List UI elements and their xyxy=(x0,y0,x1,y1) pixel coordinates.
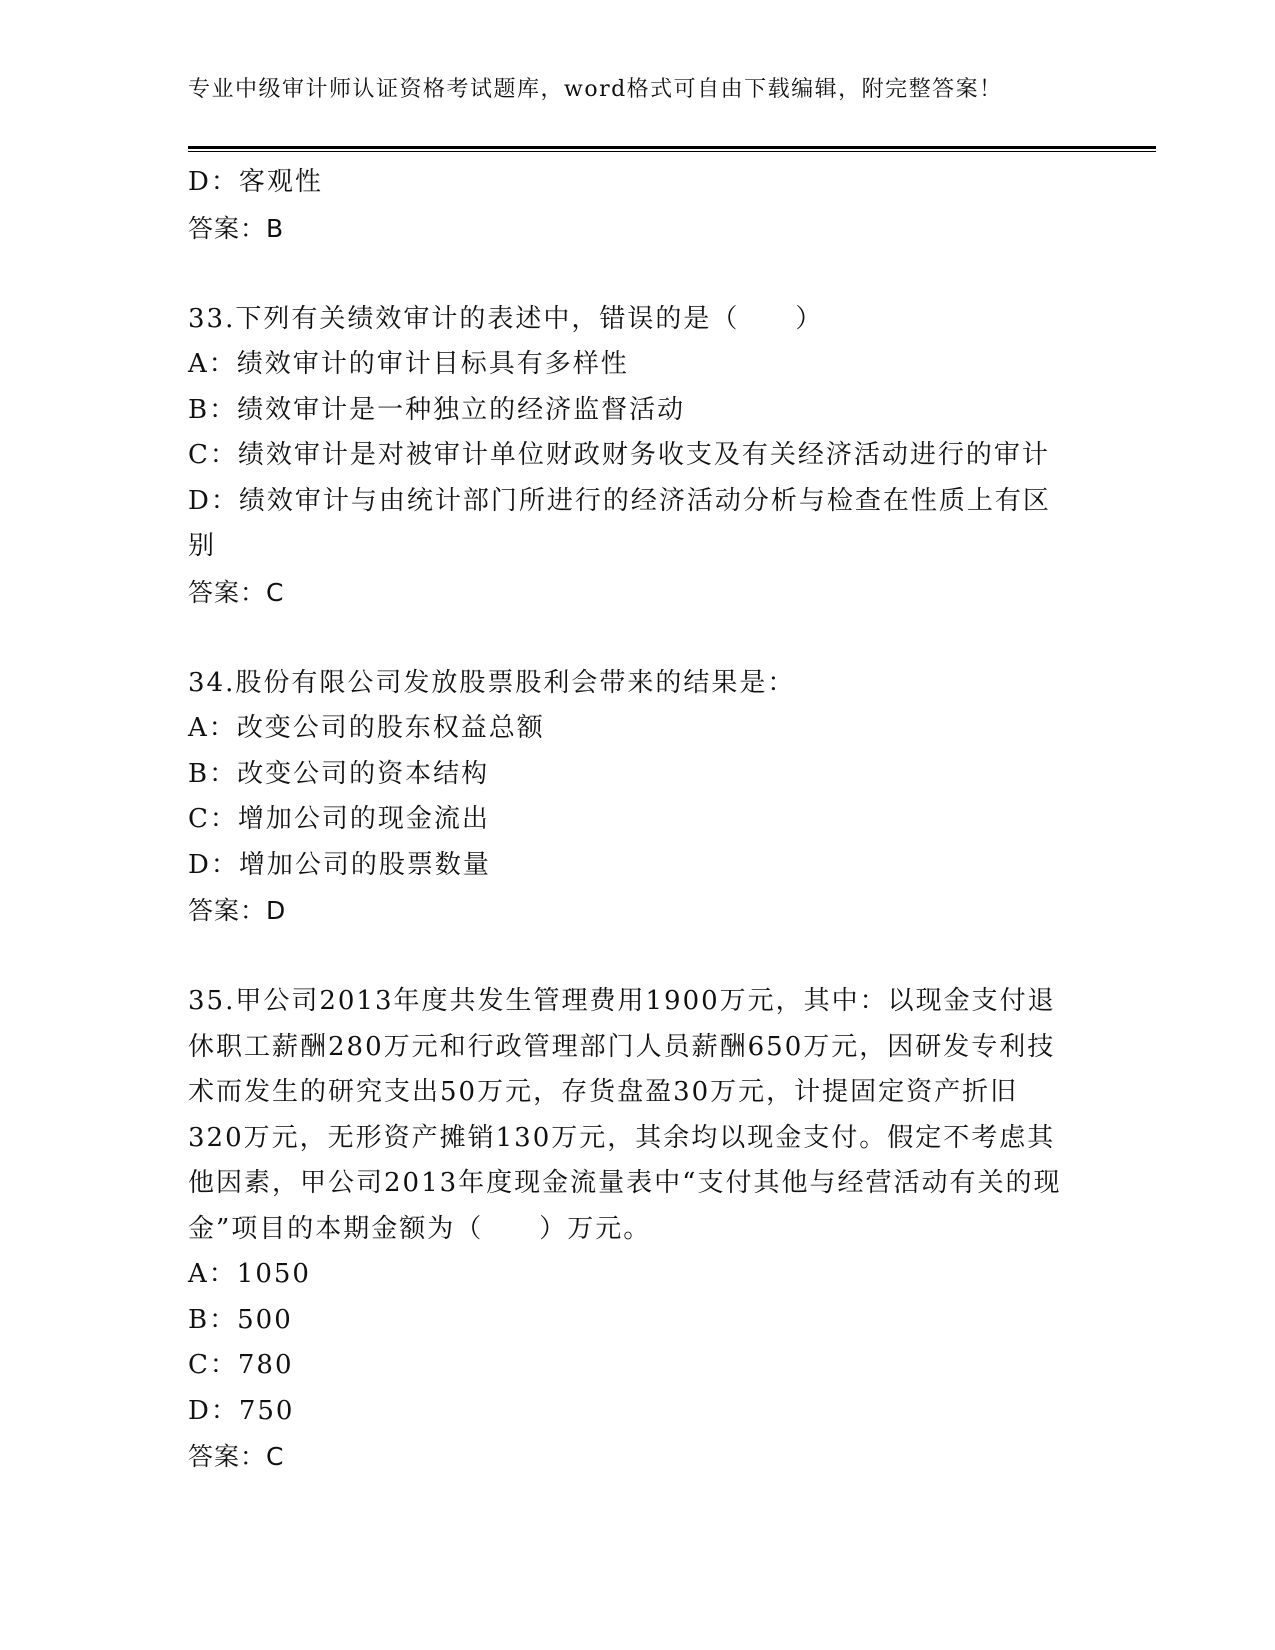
answer: 答案：C xyxy=(188,1442,285,1471)
answer: 答案：B xyxy=(188,213,285,243)
header-rule-thin xyxy=(188,151,1156,152)
question-33 xyxy=(188,297,1088,616)
option-c: C：增加公司的现金流出 xyxy=(188,804,490,834)
question-34 xyxy=(188,661,1088,934)
question-35 xyxy=(188,979,1088,1480)
option-a: A：绩效审计的审计目标具有多样性 xyxy=(188,349,629,379)
document-body xyxy=(188,160,1088,1480)
option-c: C：绩效审计是对被审计单位财政财务收支及有关经济活动进行的审计 xyxy=(188,440,1050,470)
option-d: D：750 xyxy=(188,1395,295,1426)
header-rule-thick xyxy=(188,146,1156,149)
question-stem: 35.甲公司2013年度共发生管理费用1900万元，其中：以现金支付退休职工薪酬280万元和行政管理部门人员薪酬650万元，因研发专利技术而发生的研究支出50万元，存货盘盈30万元，计提固定资产折旧320万元，无形资产摊销130万元，其余均以现金支付。假定不考虑其他因素，甲公司2013年度现金流量表中“支付其他与经营活动有关的现金”项目的本期金额为（ ）万元。 xyxy=(188,986,1062,1244)
option-b: B：改变公司的资本结构 xyxy=(188,758,490,789)
option-c: C：780 xyxy=(188,1350,294,1380)
option-d: D：客观性 xyxy=(188,167,323,197)
option-d: D：绩效审计与由统计部门所进行的经济活动分析与检查在性质上有区别 xyxy=(188,485,1051,561)
option-a: A：1050 xyxy=(188,1259,311,1289)
option-b: B：500 xyxy=(188,1304,293,1335)
answer: 答案：D xyxy=(188,896,287,925)
question-stem: 34.股份有限公司发放股票股利会带来的结果是： xyxy=(188,667,796,698)
answer: 答案：C xyxy=(188,577,285,607)
question-32-tail xyxy=(188,160,1088,251)
page-header: 专业中级审计师认证资格考试题库，word格式可自由下载编辑，附完整答案！ xyxy=(188,77,1003,102)
option-b: B：绩效审计是一种独立的经济监督活动 xyxy=(188,394,686,425)
question-stem: 33.下列有关绩效审计的表述中，错误的是（ ） xyxy=(188,303,824,334)
option-d: D：增加公司的股票数量 xyxy=(188,849,491,880)
option-a: A：改变公司的股东权益总额 xyxy=(188,713,545,743)
